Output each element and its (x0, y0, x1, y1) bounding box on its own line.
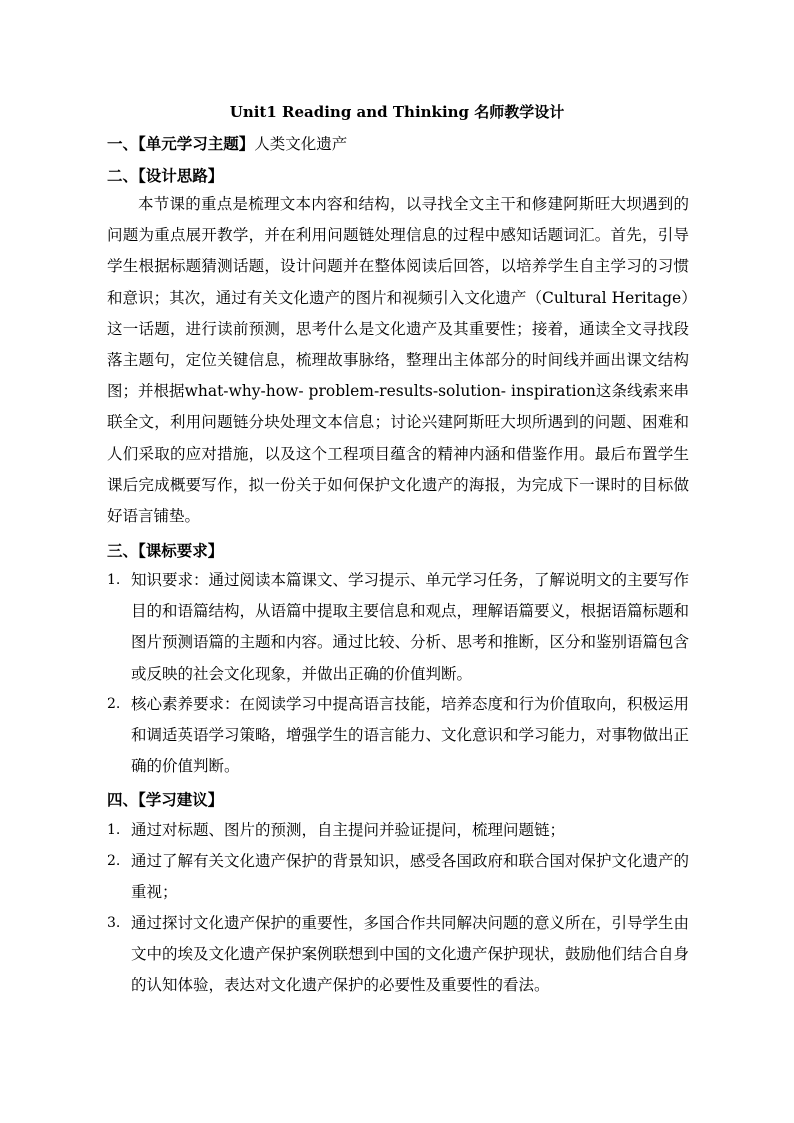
section-4-heading: 四、【学习建议】 (107, 790, 224, 809)
list-item-number: 2. (107, 853, 121, 869)
design-rationale-paragraph: 本节课的重点是梳理文本内容和结构，以寻找全文主干和修建阿斯旺大坝遇到的问题为重点展开教学，并在利用问题链处理信息的过程中感知话题词汇。首先，引导学生根据标题猜测话题，设计问题并在整体阅读后回答，以培养学生自主学习的习惯和意识；其次，通过有关文化遗产的图片和视频引入文化遗产（Cultural Heritage）这一话题，进行读前预测，思考什么是文化遗产及其重要性；接着，通读全文寻找段落主题句，定位关键信息，梳理故事脉络，整理出主体部分的时间线并画出课文结构图；并根据what-why-how- problem-results-solution- inspiration这条线索来串联全文，利用问题链分块处理文本信息；讨论兴建阿斯旺大坝所遇到的问题、困难和人们采取的应对措施，以及这个工程项目蕴含的精神内涵和借鉴作用。最后布置学生课后完成概要写作，拟一份关于如何保护文化遗产的海报，为完成下一课时的目标做好语言铺垫。 (107, 195, 689, 526)
section-3-heading: 三、【课标要求】 (107, 541, 224, 560)
list-item-text: 通过对标题、图片的预测，自主提问并验证提问，梳理问题链； (131, 821, 566, 839)
section-1-heading (107, 134, 347, 154)
list-item-text: 知识要求：通过阅读本篇课文、学习提示、单元学习任务，了解说明文的主要写作目的和语篇结构，从语篇中提取主要信息和观点，理解语篇要义，根据语篇标题和图片预测语篇的主题和内容。通过比较、分析、思考和推断，区分和鉴别语篇包含或反映的社会文化现象，并做出正确的价值判断。 (131, 571, 690, 683)
list-item-text: 通过了解有关文化遗产保护的背景知识，感受各国政府和联合国对保护文化遗产的重视； (131, 852, 690, 902)
list-item (107, 908, 689, 1002)
section-1-topic: 人类文化遗产 (254, 135, 348, 153)
list-item-number: 3. (107, 915, 121, 931)
section-2-heading: 二、【设计思路】 (107, 166, 224, 185)
list-item-number: 2. (107, 696, 121, 712)
list-item (107, 689, 689, 783)
document-title: Unit1 Reading and Thinking 名师教学设计 (229, 103, 565, 121)
list-item-text: 核心素养要求：在阅读学习中提高语言技能，培养态度和行为价值取向，积极运用和调适英语学习策略，增强学生的语言能力、文化意识和学习能力，对事物做出正确的价值判断。 (131, 695, 690, 776)
list-item-number: 1. (107, 822, 121, 838)
section-1-title: 一、【单元学习主题】 (107, 134, 255, 153)
list-item-text: 通过探讨文化遗产保护的重要性，多国合作共同解决问题的意义所在，引导学生由文中的埃及文化遗产保护案例联想到中国的文化遗产保护现状，鼓励他们结合自身的认知体验，表达对文化遗产保护的必要性及重要性的看法。 (131, 914, 690, 995)
list-item-number: 1. (107, 572, 121, 588)
list-item (107, 815, 689, 846)
list-item (107, 565, 689, 690)
list-item (107, 846, 689, 908)
